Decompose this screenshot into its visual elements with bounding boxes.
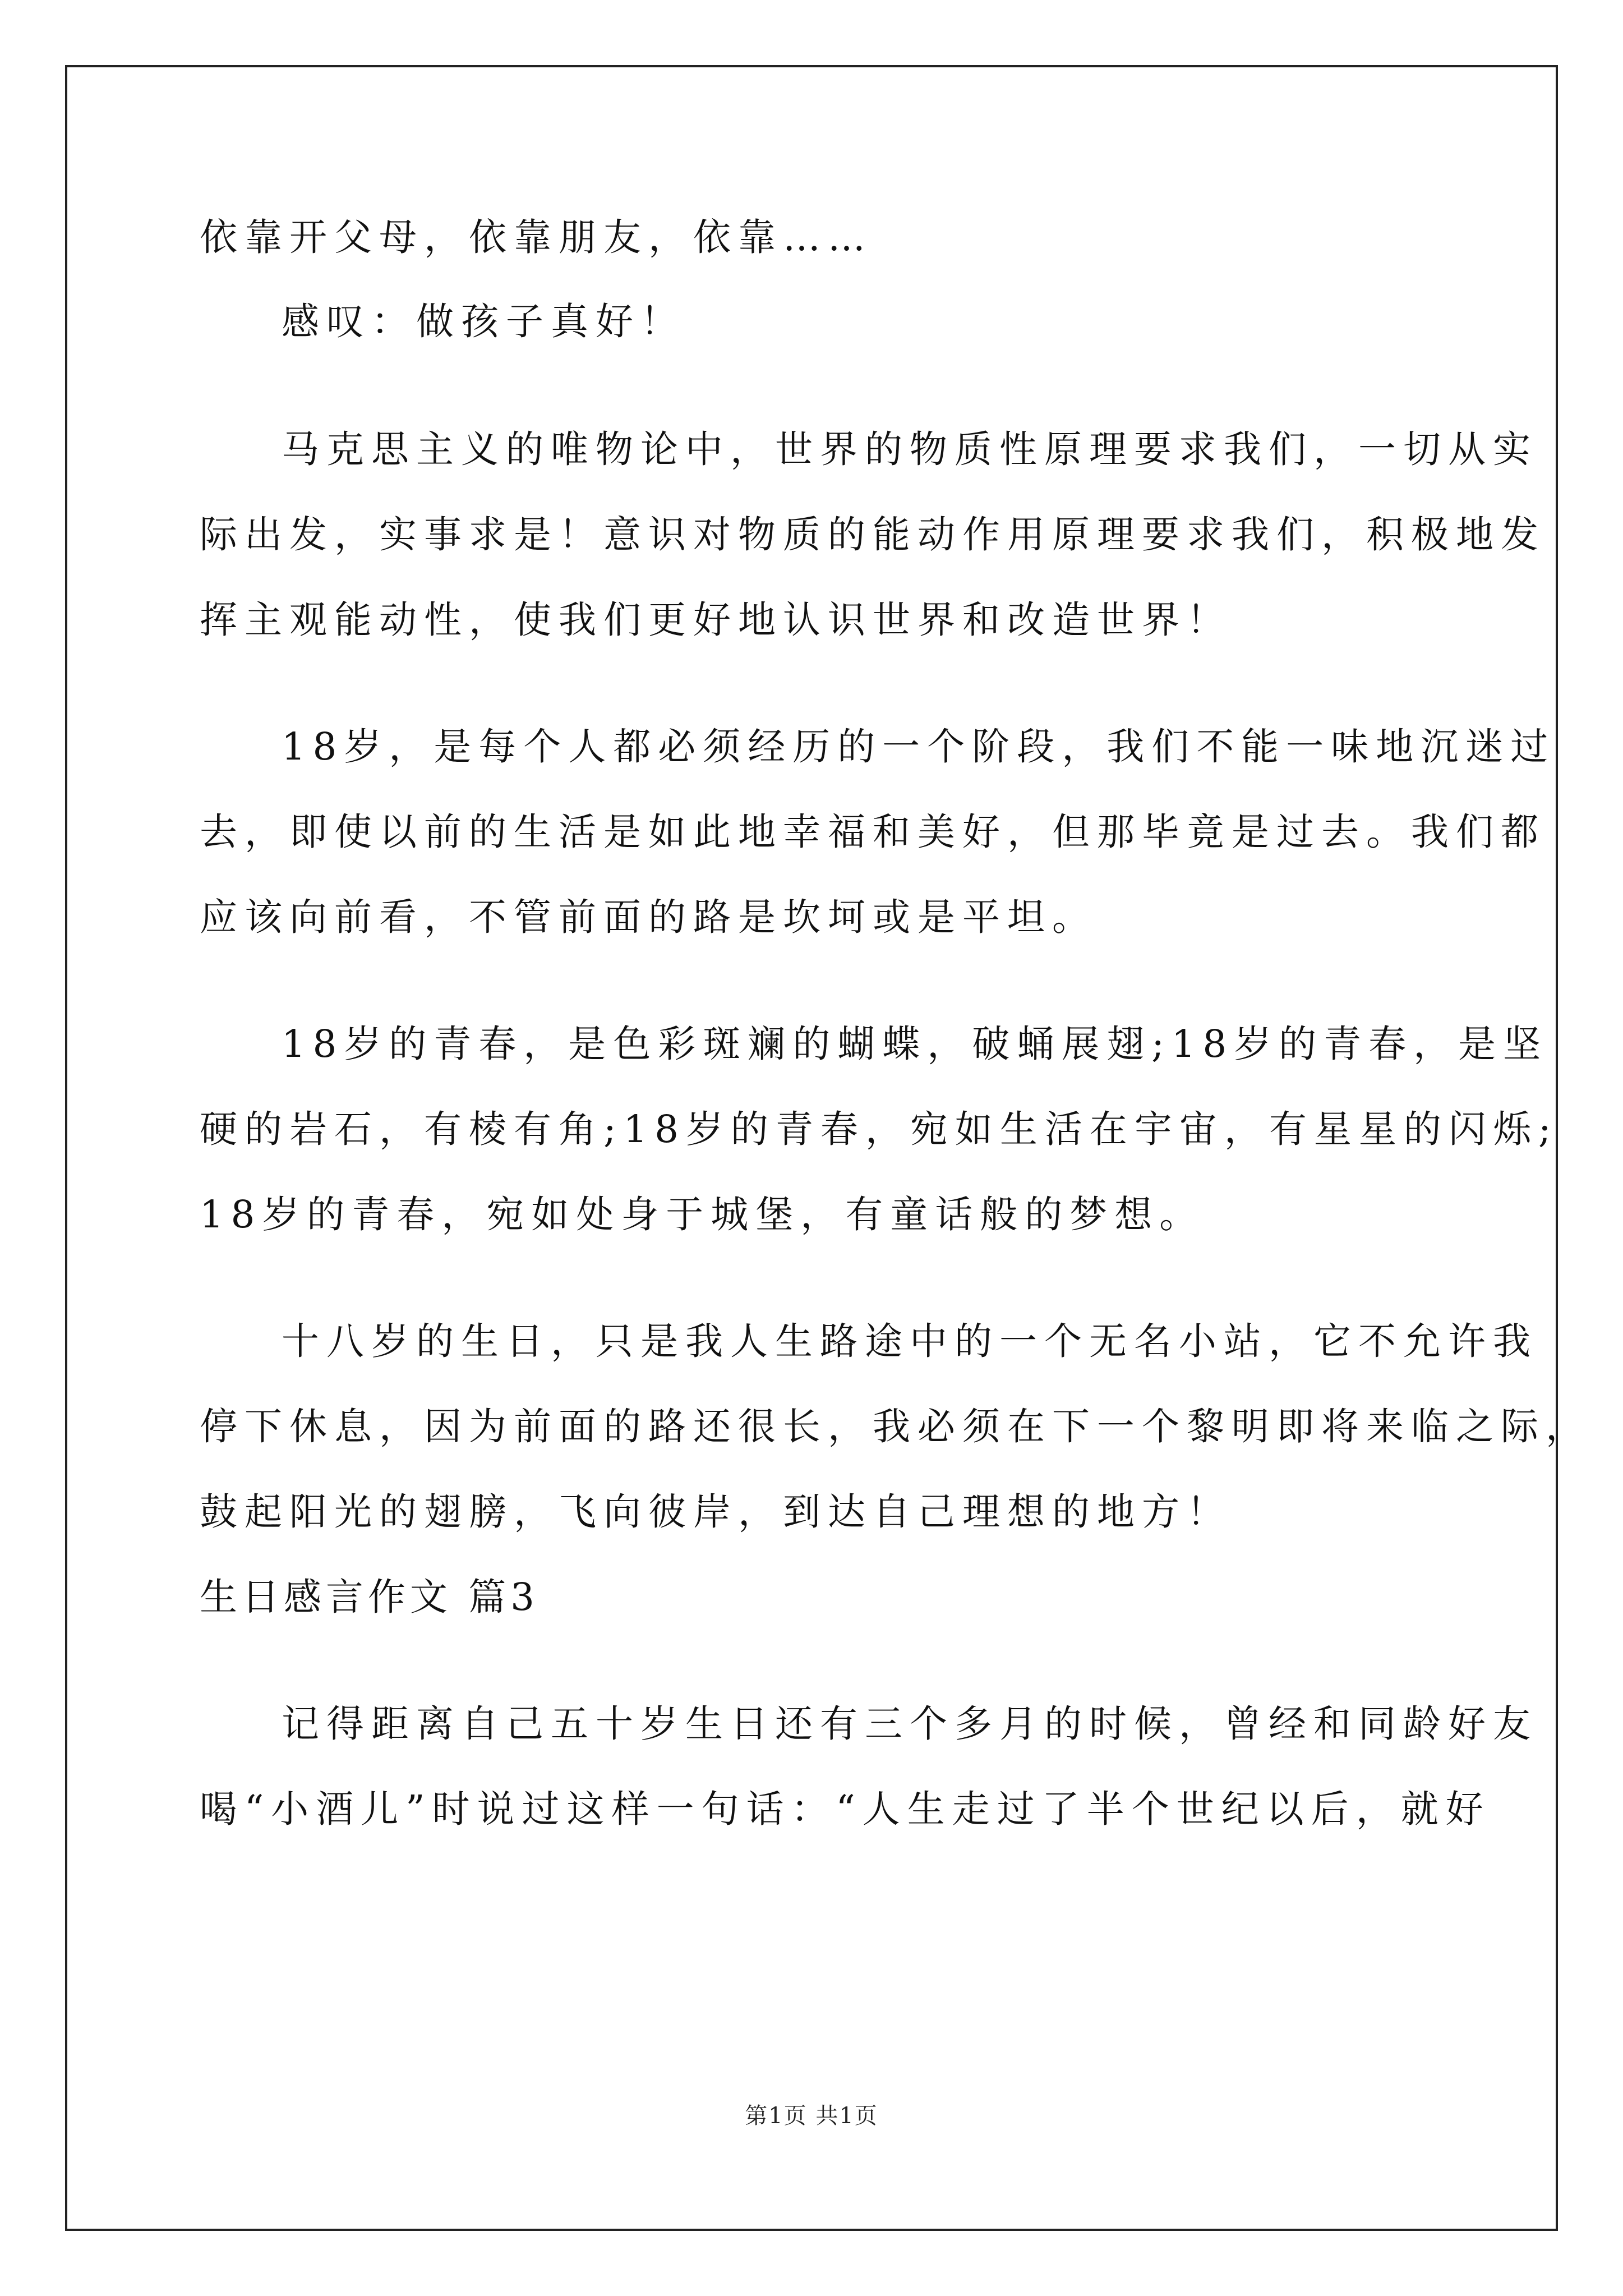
text-line: 去，即使以前的生活是如此地幸福和美好，但那毕竟是过去。我们都: [200, 810, 1546, 854]
text-line: 马克思主义的唯物论中，世界的物质性原理要求我们，一切从实: [282, 427, 1538, 471]
text-line: 硬的岩石，有棱有角;18岁的青春，宛如生活在宇宙，有星星的闪烁;: [200, 1107, 1559, 1151]
text-line: 18岁的青春，宛如处身于城堡，有童话般的梦想。: [200, 1193, 1205, 1236]
text-line: 记得距离自己五十岁生日还有三个多月的时候，曾经和同龄好友: [282, 1702, 1538, 1746]
text-line: 十八岁的生日，只是我人生路途中的一个无名小站，它不允许我: [282, 1319, 1538, 1363]
text-line: 18岁的青春，是色彩斑斓的蝴蝶，破蛹展翅;18岁的青春，是坚: [282, 1022, 1548, 1066]
text-line: 鼓起阳光的翅膀，飞向彼岸，到达自己理想的地方！: [200, 1490, 1232, 1534]
text-line: 18岁，是每个人都必须经历的一个阶段，我们不能一味地沉迷过: [282, 725, 1556, 769]
text-line: 际出发，实事求是！意识对物质的能动作用原理要求我们，积极地发: [200, 513, 1546, 556]
text-line: 喝“小酒儿”时说过这样一句话：“人生走过了半个世纪以后，就好: [200, 1787, 1491, 1831]
text-line: 停下休息，因为前面的路还很长，我必须在下一个黎明即将来临之际，: [200, 1405, 1590, 1448]
text-line: 感叹：做孩子真好！: [282, 300, 685, 343]
text-line: 应该向前看，不管前面的路是坎坷或是平坦。: [200, 895, 1097, 939]
text-line: 挥主观能动性，使我们更好地认识世界和改造世界！: [200, 598, 1232, 642]
page-footer: 第1页 共1页: [745, 2103, 878, 2129]
text-line: 依靠开父母，依靠朋友，依靠……: [200, 215, 873, 259]
section-heading: 生日感言作文 篇3: [200, 1575, 539, 1619]
